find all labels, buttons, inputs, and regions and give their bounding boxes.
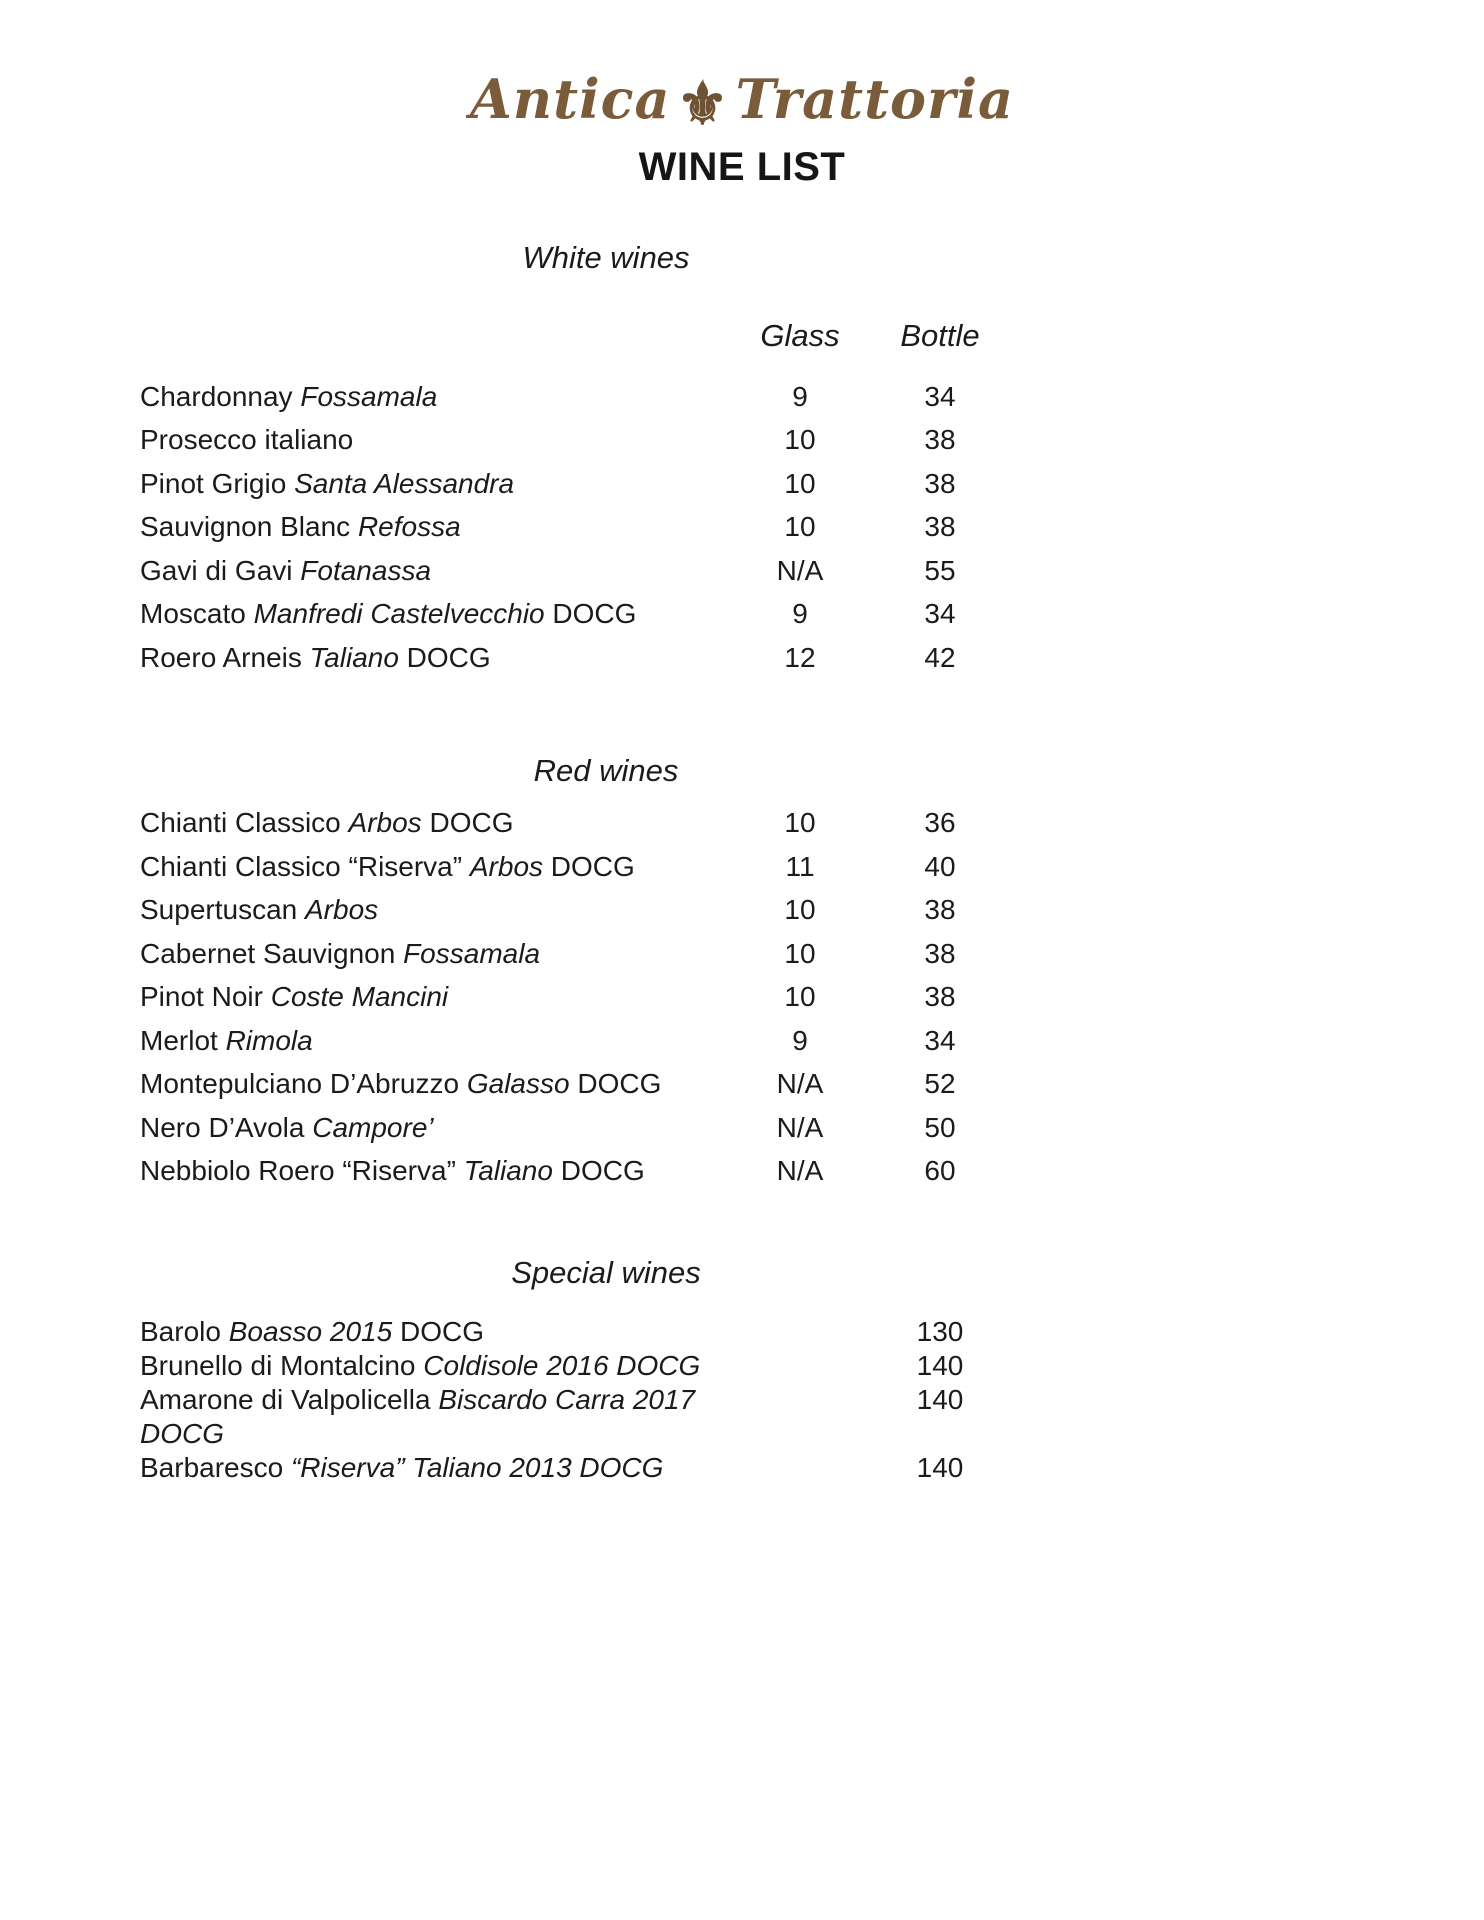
wine-row [140, 1149, 1072, 1193]
wine-name: Barbaresco “Riserva” Taliano 2013 DOCG [140, 1451, 664, 1483]
bottle-price: 34 [924, 598, 956, 630]
wine-row [140, 1451, 1072, 1485]
wine-name: Supertuscan Arbos [140, 894, 379, 926]
bottle-price: 38 [924, 467, 956, 499]
wine-name: Chardonnay Fossamala [140, 380, 438, 412]
wine-row [140, 505, 1072, 549]
wine-name: Merlot Rimola [140, 1024, 313, 1056]
wine-row [140, 1349, 1072, 1383]
glass-price: 9 [792, 598, 808, 630]
logo-word-left: Antica [469, 67, 671, 131]
wine-row [140, 1062, 1072, 1106]
glass-price: 9 [792, 1024, 808, 1056]
glass-price: 10 [784, 807, 816, 839]
bottle-price: 140 [916, 1383, 964, 1415]
restaurant-logo [0, 0, 1484, 137]
wine-row [140, 375, 1072, 419]
wine-name: Chianti Classico “Riserva” Arbos DOCG [140, 850, 635, 882]
wine-row [140, 888, 1072, 932]
wine-name: Chianti Classico Arbos DOCG [140, 807, 514, 839]
bottle-price: 42 [924, 641, 956, 673]
glass-price: 10 [784, 894, 816, 926]
glass-column-header: Glass [760, 317, 840, 353]
wine-name: Moscato Manfredi Castelvecchio DOCG [140, 598, 637, 630]
wine-row [140, 932, 1072, 976]
bottle-price: 34 [924, 380, 956, 412]
logo-word-right: Trattoria [735, 67, 1015, 131]
wine-name: Amarone di Valpolicella Biscardo Carra 2017 DOCG [140, 1383, 696, 1449]
wine-name: Cabernet Sauvignon Fossamala [140, 937, 541, 969]
bottle-price: 140 [916, 1349, 964, 1381]
section-heading: White wines [522, 239, 690, 275]
bottle-price: 38 [924, 981, 956, 1013]
bottle-price: 34 [924, 1024, 956, 1056]
wine-row [140, 1383, 1072, 1451]
wine-name: Nebbiolo Roero “Riserva” Taliano DOCG [140, 1155, 645, 1187]
glass-price: 10 [784, 981, 816, 1013]
bottle-price: 60 [924, 1155, 956, 1187]
wine-section [140, 753, 1072, 1193]
wine-row [140, 636, 1072, 680]
bottle-price: 38 [924, 424, 956, 456]
wine-row [140, 592, 1072, 636]
wine-sections [140, 240, 1072, 1485]
glass-price: N/A [776, 1111, 824, 1143]
menu-content [140, 240, 1072, 1485]
bottle-price: 38 [924, 937, 956, 969]
bottle-column-header: Bottle [900, 317, 980, 353]
column-header-row [140, 314, 1072, 357]
wine-row [140, 418, 1072, 462]
glass-price: 10 [784, 511, 816, 543]
wine-name: Prosecco italiano [140, 424, 354, 456]
section-heading: Red wines [533, 753, 679, 789]
bottle-price: 140 [916, 1451, 964, 1483]
glass-price: 10 [784, 467, 816, 499]
glass-price: 11 [785, 850, 815, 882]
wine-row [140, 549, 1072, 593]
glass-price: 12 [784, 641, 816, 673]
glass-price: 10 [784, 424, 816, 456]
glass-price: 9 [792, 380, 808, 412]
wine-name: Brunello di Montalcino Coldisole 2016 DOCG [140, 1349, 701, 1381]
bottle-price: 50 [924, 1111, 956, 1143]
glass-price: 10 [784, 937, 816, 969]
bottle-price: 38 [924, 894, 956, 926]
wine-name: Sauvignon Blanc Refossa [140, 511, 461, 543]
wine-row [140, 1019, 1072, 1063]
page-title: WINE LIST [638, 144, 846, 189]
wine-row [140, 1315, 1072, 1349]
wine-row [140, 1106, 1072, 1150]
wine-row [140, 975, 1072, 1019]
bottle-price: 130 [916, 1315, 964, 1347]
bottle-price: 40 [924, 850, 956, 882]
wine-name: Barolo Boasso 2015 DOCG [140, 1315, 484, 1347]
glass-price: N/A [776, 1155, 824, 1187]
wine-section [140, 240, 1072, 680]
bottle-price: 55 [924, 554, 956, 586]
wine-row [140, 801, 1072, 845]
wine-name: Montepulciano D’Abruzzo Galasso DOCG [140, 1068, 662, 1100]
bottle-price: 38 [924, 511, 956, 543]
bottle-price: 52 [924, 1068, 956, 1100]
glass-price: N/A [776, 1068, 824, 1100]
wine-name: Gavi di Gavi Fotanassa [140, 554, 432, 586]
bottle-price: 36 [924, 807, 956, 839]
wine-name: Roero Arneis Taliano DOCG [140, 641, 491, 673]
wine-row [140, 845, 1072, 889]
wine-name: Pinot Grigio Santa Alessandra [140, 467, 515, 499]
wine-name: Nero D’Avola Campore’ [140, 1111, 434, 1143]
wine-row [140, 462, 1072, 506]
section-heading: Special wines [511, 1254, 701, 1290]
fleur-de-lis-icon: ⚜ [676, 70, 730, 138]
wine-name: Pinot Noir Coste Mancini [140, 981, 449, 1013]
wine-section [140, 1255, 1072, 1485]
glass-price: N/A [776, 554, 824, 586]
